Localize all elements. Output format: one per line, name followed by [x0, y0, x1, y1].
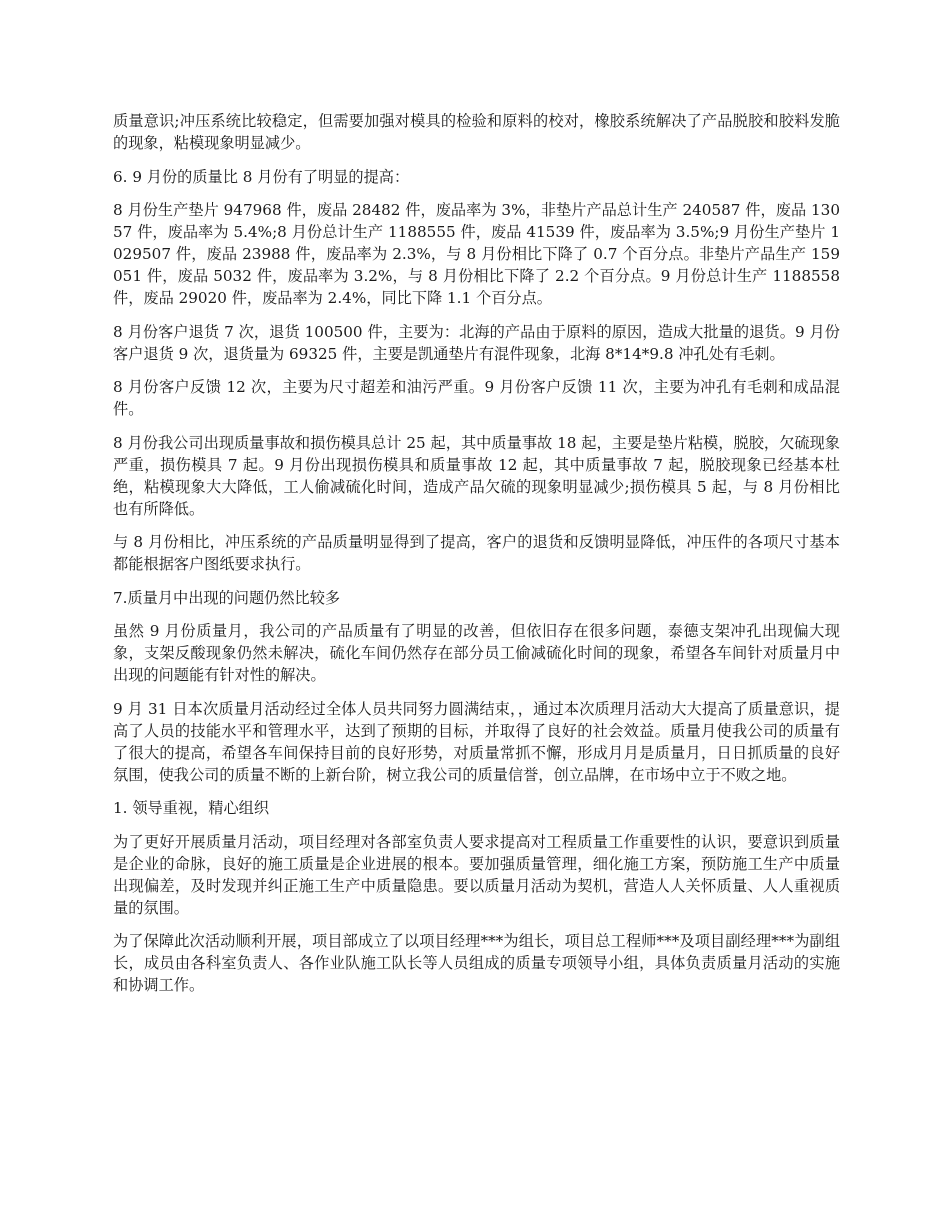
paragraph-customer-feedback: 8 月份客户反馈 12 次，主要为尺寸超差和油污严重。9 月份客户反馈 11 次，主要为冲孔有毛刺和成品混件。: [113, 378, 840, 418]
paragraph-quality-awareness: 质量意识;冲压系统比较稳定，但需要加强对模具的检验和原料的校对，橡胶系统解决了产品脱胶和胶料发脆的现象，粘模现象明显减少。: [113, 112, 840, 152]
paragraph-quality-accidents: 8 月份我公司出现质量事故和损伤模具总计 25 起，其中质量事故 18 起，主要是垫片粘模，脱胶，欠硫现象严重，损伤模具 7 起。9 月份出现损伤模具和质量事故 12 起，其中质量事故 7 起，脱胶现象已经基本杜绝，粘模现象大大降低，工人偷减硫化时间，造成产品欠硫的现象明显减少;损伤模具 5 起，与 8 月份相比也有所降低。: [113, 433, 840, 518]
paragraph-stamping-comparison: 与 8 月份相比，冲压系统的产品质量明显得到了提高，客户的退货和反馈明显降低，冲压件的各项尺寸基本都能根据客户图纸要求执行。: [113, 533, 840, 573]
heading-leadership: 1. 领导重视，精心组织: [113, 799, 270, 817]
document-body: [113, 110, 840, 1008]
paragraph-customer-returns: 8 月份客户退货 7 次，退货 100500 件，主要为：北海的产品由于原料的原因，造成大批量的退货。9 月份客户退货 9 次，退货量为 69325 件，主要是凯通垫片有混件现象，北海 8*14*9.8 冲孔处有毛刺。: [113, 322, 840, 363]
heading-section-6: 6. 9 月份的质量比 8 月份有了明显的提高：: [113, 167, 410, 186]
paragraph-leadership-team: 为了保障此次活动顺利开展，项目部成立了以项目经理***为组长，项目总工程师***及项目副经理***为副组长，成员由各科室负责人、各作业队施工队长等人员组成的质量专项领导小组，具体负责质量月活动的实施和协调工作。: [113, 932, 841, 994]
paragraph-project-manager-requirements: 为了更好开展质量月活动，项目经理对各部室负责人要求提高对工程质量工作重要性的认识，要意识到质量是企业的命脉，良好的施工质量是企业进展的根本。要加强质量管理，细化施工方案，预防施工生产中质量出现偏差，及时发现并纠正施工生产中质量隐患。要以质量月活动为契机，营造人人关怀质量、人人重视质量的氛围。: [113, 832, 840, 917]
paragraph-activity-conclusion: 9 月 31 日本次质量月活动经过全体人员共同努力圆满结束，，通过本次质理月活动大大提高了质量意识，提高了人员的技能水平和管理水平，达到了预期的目标，并取得了良好的社会效益。质量月使我公司的质量有了很大的提高，希望各车间保持目前的良好形势，对质量常抓不懈，形成月月是质量月，日日抓质量的良好氛围，使我公司的质量不断的上新台阶，树立我公司的质量信誉，创立品牌，在市场中立于不败之地。: [113, 699, 840, 784]
heading-section-7: 7.质量月中出现的问题仍然比较多: [113, 588, 341, 607]
paragraph-remaining-problems: 虽然 9 月份质量月，我公司的产品质量有了明显的改善，但依旧存在很多问题，泰德支架冲孔出现偏大现象，支架反酸现象仍然未解决，硫化车间仍然存在部分员工偷减硫化时间的现象，希望各车间针对质量月中出现的问题能有针对性的解决。: [113, 622, 840, 684]
paragraph-production-stats: 8 月份生产垫片 947968 件，废品 28482 件，废品率为 3%，非垫片产品总计生产 240587 件，废品 13057 件，废品率为 5.4%;8 月份总计生产 1188555 件，废品 41539 件，废品率为 3.5%;9 月份生产垫片 1029507 件，废品 23988 件，废品率为 2.3%，与 8 月份相比下降了 0.7 个百分点。非垫片产品生产 159051 件，废品 5032 件，废品率为 3.2%，与 8 月份相比下降了 2.2 个百分点。9 月份总计生产 1188558 件，废品 29020 件，废品率为 2.4%，同比下降 1.1 个百分点。: [113, 201, 840, 307]
